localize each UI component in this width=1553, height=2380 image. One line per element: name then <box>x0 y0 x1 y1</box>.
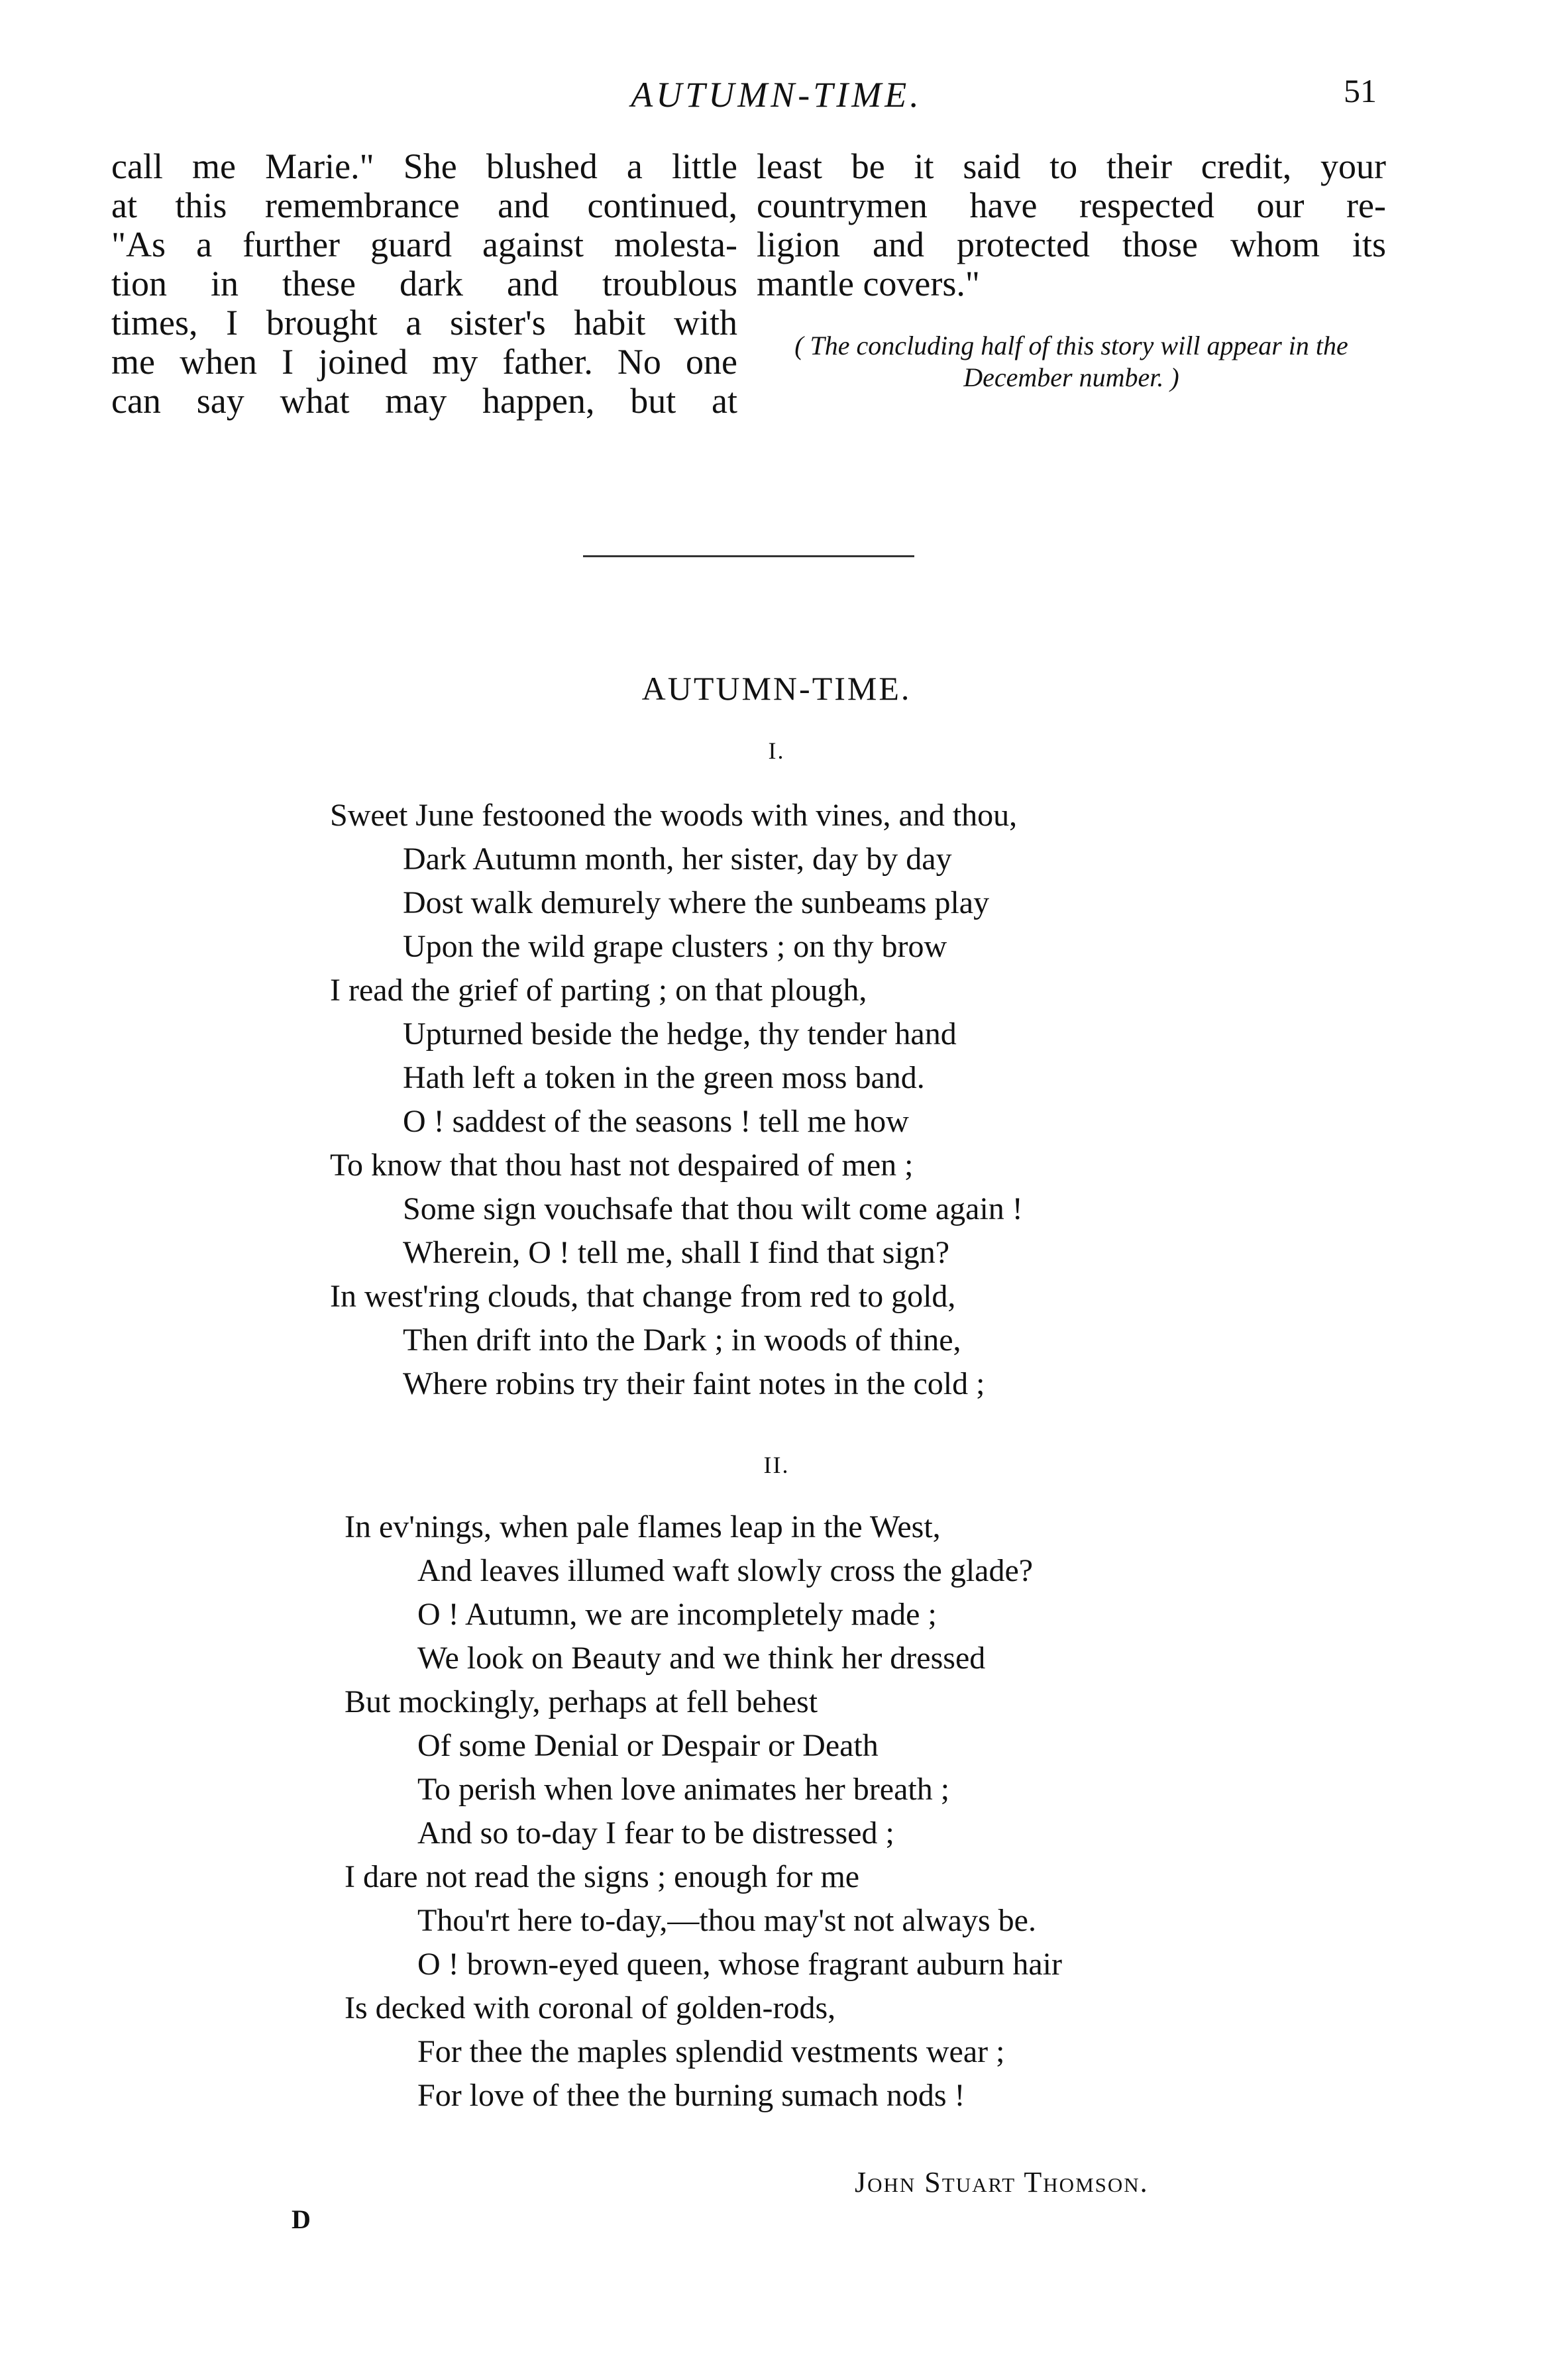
story-line: "As a further guard against molesta- <box>111 225 737 264</box>
poem-line: Is decked with coronal of golden-rods, <box>345 1990 836 2026</box>
poem-line: Sweet June festooned the woods with vines, and thou, <box>330 798 1018 833</box>
story-line: call me Marie." She blushed a little <box>111 146 737 186</box>
poem-line: O ! brown-eyed queen, whose fragrant auburn hair <box>417 1947 1062 1982</box>
poem-line: But mockingly, perhaps at fell behest <box>345 1684 818 1719</box>
poem-line: O ! Autumn, we are incompletely made ; <box>417 1597 937 1632</box>
poem-line: I read the grief of parting ; on that plough, <box>330 973 867 1008</box>
poem-line: Where robins try their faint notes in the cold ; <box>403 1366 985 1401</box>
section-divider <box>583 555 914 557</box>
poem-line: Some sign vouchsafe that thou wilt come again ! <box>403 1191 1023 1226</box>
story-line: least be it said to their credit, your <box>757 146 1386 186</box>
poem-line: In west'ring clouds, that change from red to gold, <box>330 1279 956 1314</box>
poem-line: Upturned beside the hedge, thy tender hand <box>403 1016 957 1052</box>
poem-line: To perish when love animates her breath ; <box>417 1772 950 1807</box>
stanza-number: II. <box>763 1452 790 1478</box>
stanza-number: I. <box>768 737 785 764</box>
stanza-one <box>330 794 1023 1406</box>
poem-line: To know that thou hast not despaired of men ; <box>330 1148 914 1183</box>
editor-note: ( The concluding half of this story will appear in the December number. ) <box>794 331 1348 392</box>
poem-title: AUTUMN-TIME. <box>641 670 912 707</box>
story-line: at this remembrance and continued, <box>111 186 737 225</box>
poem-line: O ! saddest of the seasons ! tell me how <box>403 1104 909 1139</box>
poem-line: I dare not read the signs ; enough for me <box>345 1859 860 1894</box>
poem-line: Of some Denial or Despair or Death <box>417 1728 879 1763</box>
story-line: mantle covers." <box>757 264 980 303</box>
poem-line: Hath left a token in the green moss band. <box>403 1060 925 1095</box>
poem-line: And leaves illumed waft slowly cross the glade? <box>417 1553 1034 1588</box>
story-line: times, I brought a sister's habit with <box>111 303 737 343</box>
poem-line: Wherein, O ! tell me, shall I find that sign? <box>403 1235 950 1270</box>
story-right-column <box>757 147 1386 394</box>
story-line: countrymen have respected our re- <box>757 186 1386 225</box>
poem-line: Dark Autumn month, her sister, day by day <box>403 841 952 877</box>
story-line: tion in these dark and troublous <box>111 264 737 303</box>
story-line: me when I joined my father. No one <box>111 342 737 382</box>
poem-line: Dost walk demurely where the sunbeams play <box>403 885 990 920</box>
poem-line: And so to-day I fear to be distressed ; <box>417 1815 894 1851</box>
poem-line: For thee the maples splendid vestments wear ; <box>417 2034 1005 2069</box>
poem-line: We look on Beauty and we think her dressed <box>417 1641 986 1676</box>
story-left-column <box>111 147 737 421</box>
running-head: AUTUMN-TIME. <box>631 75 922 115</box>
story-line: can say what may happen, but at <box>111 381 737 421</box>
poem-line: Thou'rt here to-day,—thou may'st not always be. <box>417 1903 1036 1938</box>
poem-line: Then drift into the Dark ; in woods of thine, <box>403 1323 961 1358</box>
poem-line: In ev'nings, when pale flames leap in the West, <box>345 1509 941 1544</box>
poem-line: For love of thee the burning sumach nods ! <box>417 2078 965 2113</box>
story-line: ligion and protected those whom its <box>757 225 1386 264</box>
page-number: 51 <box>1344 72 1377 109</box>
stanza-two <box>345 1505 1062 2118</box>
author-signature: John Stuart Thomson. <box>855 2166 1149 2198</box>
printer-signature-mark: D <box>292 2204 311 2234</box>
poem-line: Upon the wild grape clusters ; on thy brow <box>403 929 947 964</box>
